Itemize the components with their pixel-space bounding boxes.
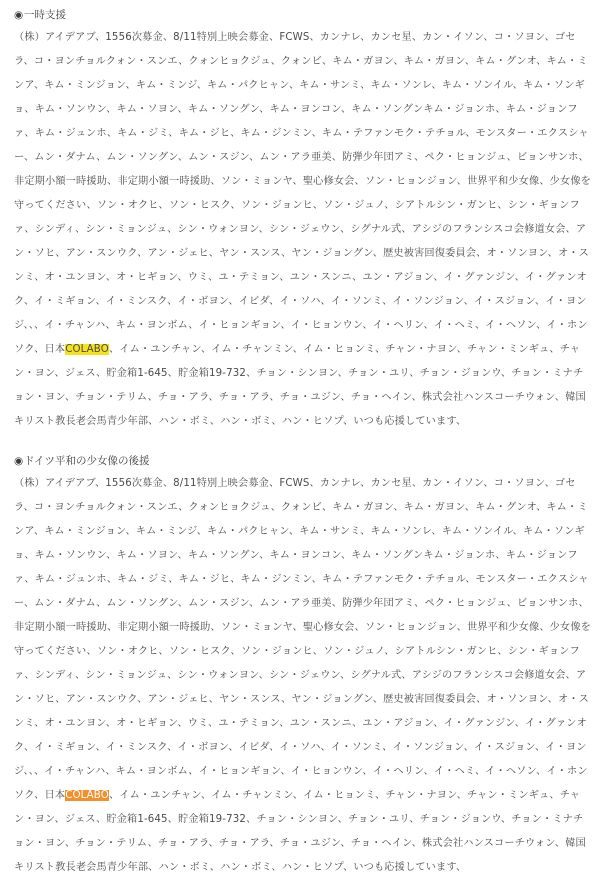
highlighted-name: COLABO <box>65 344 109 355</box>
supporter-list-text-continued: 、イム・ユンチャン、イム・チャンミン、イム・ヒョンミ、チャン・ナヨン、チャン・ミンギュ、チャン・ヨン、ジェス、貯金箱1-645、貯金箱19-732、チョン・シンヨン、チョン・ユリ、チョン・ジョンウ、チョン・ミナチョン・ヨン、チョン・テリム、チョ・アラ、チョ・アラ、チョ・ユジン、チョ・ヘイン、株式会社ハンスコーチウォン、韓国キリスト教長老会馬青少年部、ハン・ボミ、ハン・ボミ、ハン・ヒソプ、いつも応援しています、 <box>14 344 586 427</box>
supporter-list <box>14 26 592 434</box>
section-heading <box>14 452 592 470</box>
supporter-list-text-continued: 、イム・ユンチャン、イム・チャンミン、イム・ヒョンミ、チャン・ナヨン、チャン・ミンギュ、チャン・ヨン、ジェス、貯金箱1-645、貯金箱19-732、チョン・シンヨン、チョン・ユリ、チョン・ジョンウ、チョン・ミナチョン・ヨン、チョン・テリム、チョ・アラ、チョ・アラ、チョ・ユジン、チョ・ヘイン、株式会社ハンスコーチウォン、韓国キリスト教長老会馬青少年部、ハン・ボミ、ハン・ボミ、ハン・ヒソプ、いつも応援しています、 <box>14 790 586 873</box>
section-heading <box>14 6 592 24</box>
section-heading-text: ドイツ平和の少女像の後援 <box>24 455 150 467</box>
supporter-list-text: （株）アイデアブ、1556次募金、8/11特別上映会募金、FCWS、カンナレ、カンセ星、カン・イソン、コ・ソヨン、ゴセラ、コ・ヨンチョルクォン・スンエ、クォンヒョクジュ、クォンビ、キム・ガヨン、キム・ガヨン、キム・グンオ、キム・ミンア、キム・ミンジョン、キム・ミンジ、キム・パクヒャン、キム・サンミ、キム・ソンレ、キム・ソンイル、キム・ソンギョ、キム・ソンウン、キム・ソヨン、キム・ソングン、キム・ヨンコン、キム・ソングンキム・ジョンホ、キム・ジョンファ、キム・ジュンホ、キム・ジミ、キム・ジヒ、キム・ジンミン、キム・テファンモク・テチョル、モンスター・エクスシャー、ムン・ダナム、ムン・ソングン、ムン・スジン、ムン・アラ亜美、防弾少年団アミ、ペク・ヒョンジュ、ビョンサンホ、非定期小額一時援助、非定期小額一時援助、ソン・ミョンヤ、聖心修女会、ソン・ヒョンジョン、世界平和少女像、少女像を守ってください、ソン・オクヒ、ソン・ヒスク、ソン・ジョンヒ、ソン・ジュノ、シアトルシン・ガンヒ、シン・ギョンファ、シンディ、シン・ミョンジュ、シン・ウォンヨン、シン・ジェウン、シグナル式、アシジのフランシスコ会修道女会、アン・ソヒ、アン・スンウク、アン・ジェヒ、ヤン・スンス、ヤン・ジョングン、歴史被害回復委員会、オ・ソンヨン、オ・スンミ、オ・ユンヨン、オ・ヒギョン、ウミ、ユ・テミョン、ユン・スンニ、ユン・アジョン、イ・グァンジン、イ・グァンオク、イ・ミギョン、イ・ミンスク、イ・ボヨン、イビダ、イ・ソハ、イ・ソンミ、イ・ソンジョン、イ・スジョン、イ・ヨンジ、、、イ・チャンハ、キム・ヨンボム、イ・ヒョンギョン、イ・ヒョンウン、イ・ヘリン、イ・ヘミ、イ・ヘソン、イ・ホンソク、日本 <box>14 478 592 801</box>
bullet-icon: ◉ <box>14 9 24 21</box>
supporter-list-text: （株）アイデアブ、1556次募金、8/11特別上映会募金、FCWS、カンナレ、カンセ星、カン・イソン、コ・ソヨン、ゴセラ、コ・ヨンチョルクォン・スンエ、クォンヒョクジュ、クォンビ、キム・ガヨン、キム・ガヨン、キム・グンオ、キム・ミンア、キム・ミンジョン、キム・ミンジ、キム・パクヒャン、キム・サンミ、キム・ソンレ、キム・ソンイル、キム・ソンギョ、キム・ソンウン、キム・ソヨン、キム・ソングン、キム・ヨンコン、キム・ソングンキム・ジョンホ、キム・ジョンファ、キム・ジュンホ、キム・ジミ、キム・ジヒ、キム・ジンミン、キム・テファンモク・テチョル、モンスター・エクスシャー、ムン・ダナム、ムン・ソングン、ムン・スジン、ムン・アラ亜美、防弾少年団アミ、ペク・ヒョンジュ、ビョンサンホ、非定期小額一時援助、非定期小額一時援助、ソン・ミョンヤ、聖心修女会、ソン・ヒョンジョン、世界平和少女像、少女像を守ってください、ソン・オクヒ、ソン・ヒスク、ソン・ジョンヒ、ソン・ジュノ、シアトルシン・ガンヒ、シン・ギョンファ、シンディ、シン・ミョンジュ、シン・ウォンヨン、シン・ジェウン、シグナル式、アシジのフランシスコ会修道女会、アン・ソヒ、アン・スンウク、アン・ジェヒ、ヤン・スンス、ヤン・ジョングン、歴史被害回復委員会、オ・ソンヨン、オ・スンミ、オ・ユンヨン、オ・ヒギョン、ウミ、ユ・テミョン、ユン・スンニ、ユン・アジョン、イ・グァンジン、イ・グァンオク、イ・ミギョン、イ・ミンスク、イ・ボヨン、イビダ、イ・ソハ、イ・ソンミ、イ・ソンジョン、イ・スジョン、イ・ヨンジ、、、イ・チャンハ、キム・ヨンボム、イ・ヒョンギョン、イ・ヒョンウン、イ・ヘリン、イ・ヘミ、イ・ヘソン、イ・ホンソク、日本 <box>14 32 592 355</box>
bullet-icon: ◉ <box>14 455 24 467</box>
section-heading-text: 一時支援 <box>24 9 66 21</box>
section-germany-statue-support <box>8 452 592 880</box>
supporter-list <box>14 472 592 880</box>
highlighted-name: COLABO <box>65 790 109 801</box>
section-temporary-support <box>8 6 592 434</box>
